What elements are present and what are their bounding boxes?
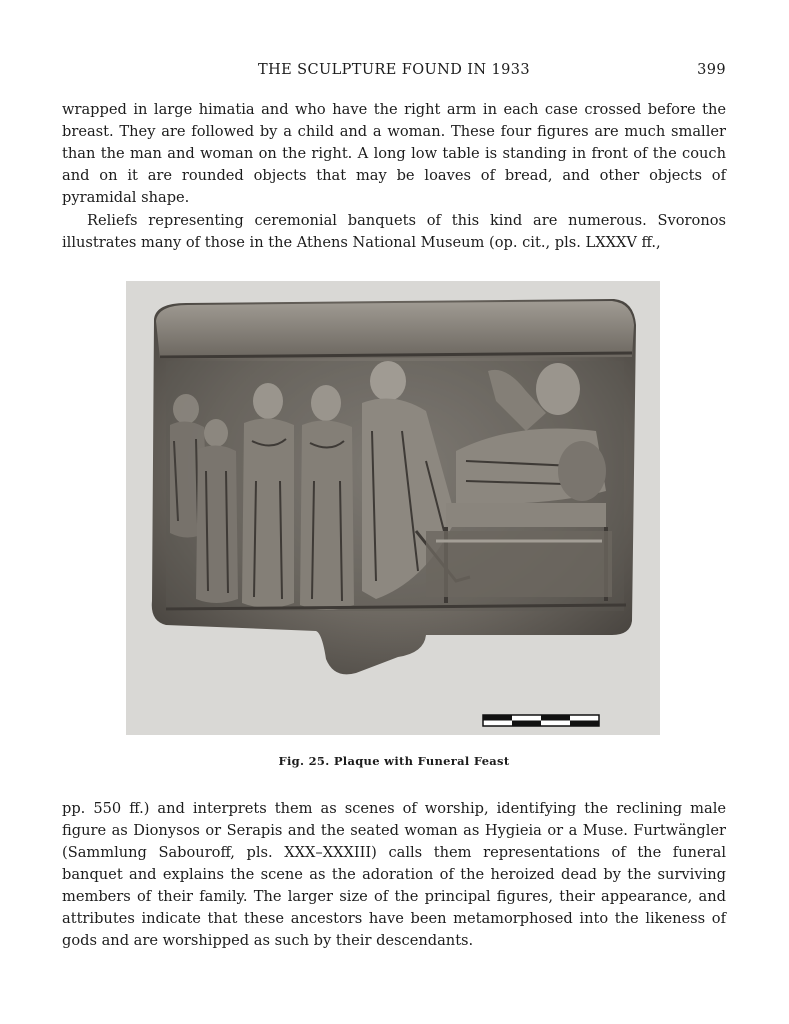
figure-caption: Fig. 25. Plaque with Funeral Feast bbox=[278, 754, 510, 768]
scale-bar bbox=[483, 715, 599, 726]
figure-photo bbox=[126, 281, 660, 735]
plaque-top-ledge bbox=[156, 301, 634, 359]
paragraph-2: Reliefs representing ceremonial banquets of this kind are numerous. Svoronos illustrates many of those in the Athens National Museum (op. cit., pls. LXXXV ff., bbox=[62, 212, 726, 251]
paragraph-1: wrapped in large himatia and who have the right arm in each case crossed before the breast. They are followed by a child and a woman. These four figures are much smaller than the man and woman on the right. A long low table is standing in front of the couch and on it are rounded objects that may be loaves of bread, and other objects of pyramidal shape. bbox=[62, 101, 726, 206]
relief-photograph bbox=[126, 281, 660, 735]
page-number: 399 bbox=[697, 62, 726, 78]
running-title: THE SCULPTURE FOUND IN 1933 bbox=[258, 62, 530, 78]
running-header bbox=[62, 62, 726, 84]
couch bbox=[446, 503, 606, 527]
paragraph-3: pp. 550 ff.) and interprets them as scenes of worship, identifying the reclining male figure as Dionysos or Serapis and the seated woman as Hygieia or a Muse. Furtwängler (Sammlung Sabouroff, pls. XXX–XXXIII) calls them representations of the funeral banquet and explains the scene as the adoration of the heroized dead by the surviving members of their family. The larger size of the principal figures, their appearance, and attributes indicate that these ancestors have been metamorphosed into the likeness of gods and are worshipped as such by their descendants. bbox=[62, 800, 726, 949]
